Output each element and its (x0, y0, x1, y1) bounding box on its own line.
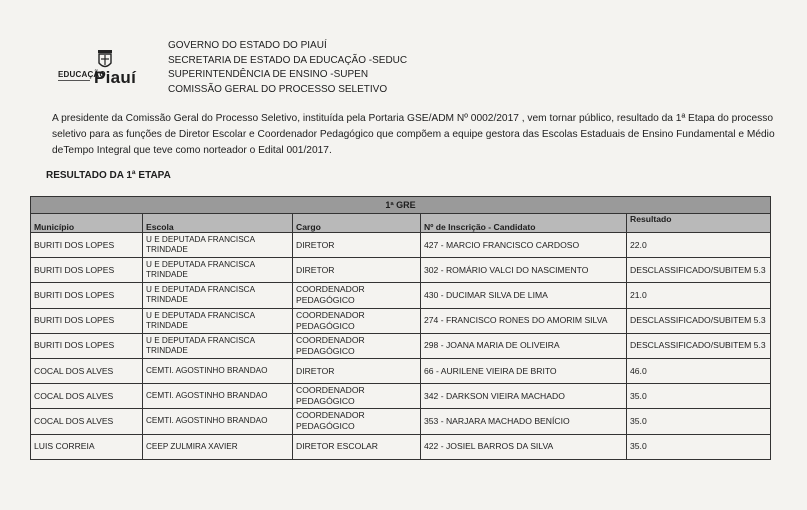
cell-resultado: 35.0 (627, 409, 771, 434)
intro-line: deTempo Integral que teve como norteador o Edital 001/2017. (52, 145, 332, 156)
results-table-container (30, 196, 770, 494)
cell-candidato: 353 - NARJARA MACHADO BENÍCIO (421, 409, 627, 434)
cell-municipio: LUIS CORREIA (31, 434, 143, 459)
table-row (31, 434, 771, 459)
cell-cargo: COORDENADOR PEDAGÓGICO (293, 333, 421, 358)
cell-municipio: COCAL DOS ALVES (31, 409, 143, 434)
intro-line: seletivo para as funções de Diretor Escolar e Coordenador Pedagógico que compõem a equipe gestora das Escolas Estaduais de Ensino Fundamental e Médio (52, 129, 775, 140)
cell-escola: U E DEPUTADA FRANCISCA TRINDADE (143, 283, 293, 308)
cell-municipio: COCAL DOS ALVES (31, 384, 143, 409)
cell-candidato: 298 - JOANA MARIA DE OLIVEIRA (421, 333, 627, 358)
cell-resultado: 35.0 (627, 434, 771, 459)
cell-resultado: 21.0 (627, 283, 771, 308)
cell-resultado: DESCLASSIFICADO/SUBITEM 5.3 (627, 258, 771, 283)
cell-candidato: 302 - ROMÁRIO VALCI DO NASCIMENTO (421, 258, 627, 283)
letterhead (168, 39, 407, 97)
table-row (31, 384, 771, 409)
cell-cargo: COORDENADOR PEDAGÓGICO (293, 308, 421, 333)
cell-municipio: BURITI DOS LOPES (31, 333, 143, 358)
table-row (31, 409, 771, 434)
cell-resultado: 46.0 (627, 358, 771, 383)
table-row (31, 283, 771, 308)
cell-municipio: BURITI DOS LOPES (31, 233, 143, 258)
header-inscricao: Nº de Inscrição - Candidato (421, 214, 627, 233)
cell-escola: U E DEPUTADA FRANCISCA TRINDADE (143, 308, 293, 333)
intro-paragraph (52, 111, 775, 159)
logo-state-name: Piauí (94, 68, 137, 87)
header-municipio: Município (31, 214, 143, 233)
table-header-row (31, 214, 771, 233)
cell-cargo: COORDENADOR PEDAGÓGICO (293, 384, 421, 409)
letterhead-line: COMISSÃO GERAL DO PROCESSO SELETIVO (168, 83, 388, 95)
cell-resultado: 22.0 (627, 233, 771, 258)
letterhead-line: SECRETARIA DE ESTADO DA EDUCAÇÃO -SEDUC (168, 54, 408, 66)
intro-line: A presidente da Comissão Geral do Processo Seletivo, instituída pela Portaria GSE/ADM Nº 0002/2017 , vem tornar público, resultado da 1ª Etapa do processo (52, 113, 774, 124)
cell-municipio: BURITI DOS LOPES (31, 308, 143, 333)
cell-escola: U E DEPUTADA FRANCISCA TRINDADE (143, 233, 293, 258)
cell-candidato: 430 - DUCIMAR SILVA DE LIMA (421, 283, 627, 308)
header-escola: Escola (143, 214, 293, 233)
table-row (31, 333, 771, 358)
letterhead-line: SUPERINTENDÊNCIA DE ENSINO -SUPEN (168, 69, 369, 80)
letterhead-line: GOVERNO DO ESTADO DO PIAUÍ (168, 40, 327, 51)
cell-cargo: DIRETOR (293, 233, 421, 258)
logo-education-text: EDUCAÇÃO (58, 70, 106, 79)
cell-candidato: 66 - AURILENE VIEIRA DE BRITO (421, 358, 627, 383)
cell-candidato: 427 - MARCIO FRANCISCO CARDOSO (421, 233, 627, 258)
cell-municipio: BURITI DOS LOPES (31, 283, 143, 308)
table-row (31, 308, 771, 333)
cell-escola: U E DEPUTADA FRANCISCA TRINDADE (143, 333, 293, 358)
cell-cargo: COORDENADOR PEDAGÓGICO (293, 409, 421, 434)
result-title: RESULTADO DA 1ª ETAPA (46, 170, 171, 181)
cell-escola: CEEP ZULMIRA XAVIER (143, 434, 293, 459)
cell-cargo: DIRETOR ESCOLAR (293, 434, 421, 459)
cell-resultado: DESCLASSIFICADO/SUBITEM 5.3 (627, 333, 771, 358)
cell-candidato: 342 - DARKSON VIEIRA MACHADO (421, 384, 627, 409)
header-cargo: Cargo (293, 214, 421, 233)
seduc-logo (58, 40, 148, 96)
logo-education-underline (58, 80, 90, 87)
results-table (30, 196, 771, 460)
cell-cargo: COORDENADOR PEDAGÓGICO (293, 283, 421, 308)
group-label: 1ª GRE (31, 197, 771, 214)
cell-resultado: 35.0 (627, 384, 771, 409)
table-group-row (31, 197, 771, 214)
header-resultado: Resultado (627, 214, 771, 233)
cell-escola: CEMTI. AGOSTINHO BRANDAO (143, 409, 293, 434)
cell-municipio: COCAL DOS ALVES (31, 358, 143, 383)
cell-candidato: 274 - FRANCISCO RONES DO AMORIM SILVA (421, 308, 627, 333)
table-row (31, 358, 771, 383)
cell-escola: U E DEPUTADA FRANCISCA TRINDADE (143, 258, 293, 283)
cell-cargo: DIRETOR (293, 358, 421, 383)
cell-resultado: DESCLASSIFICADO/SUBITEM 5.3 (627, 308, 771, 333)
table-row (31, 258, 771, 283)
cell-escola: CEMTI. AGOSTINHO BRANDAO (143, 358, 293, 383)
cell-cargo: DIRETOR (293, 258, 421, 283)
cell-escola: CEMTI. AGOSTINHO BRANDAO (143, 384, 293, 409)
cell-municipio: BURITI DOS LOPES (31, 258, 143, 283)
cell-candidato: 422 - JOSIEL BARROS DA SILVA (421, 434, 627, 459)
table-row (31, 233, 771, 258)
